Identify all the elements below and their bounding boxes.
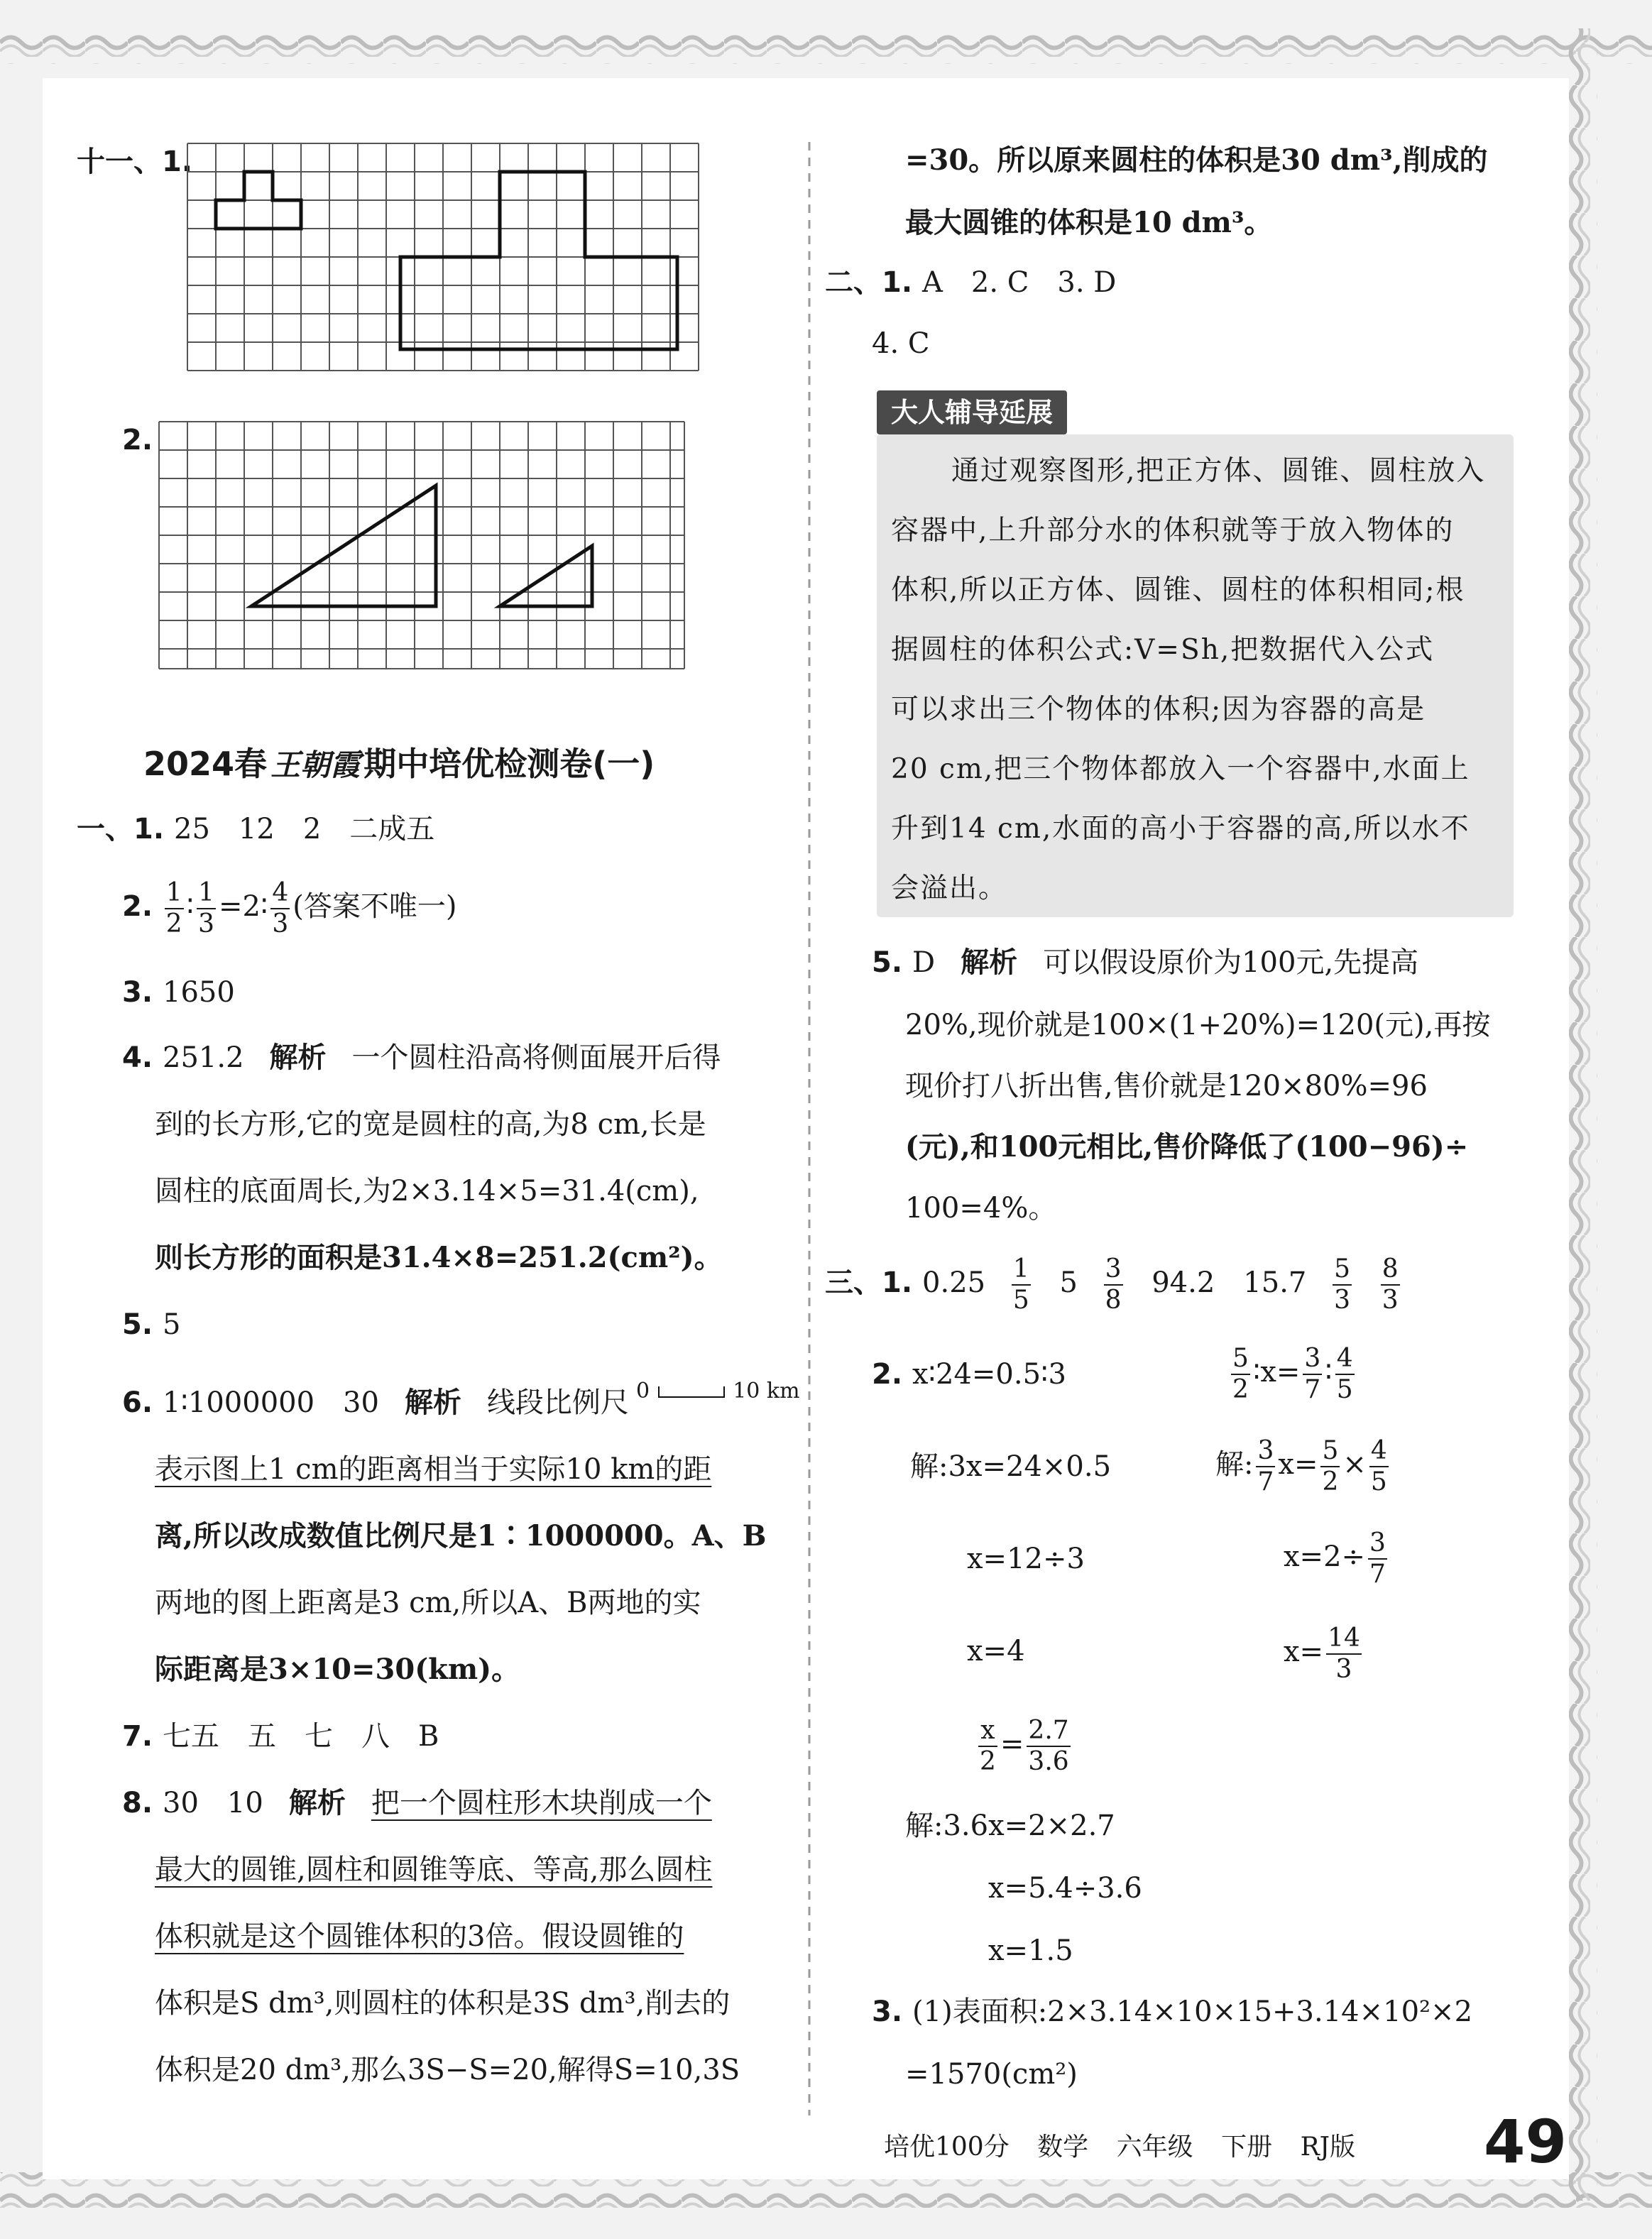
fraction: $\frac{4}{5}$ (1336, 1344, 1353, 1404)
scale-zero: 0 (636, 1379, 650, 1403)
fraction: $\frac{1}{3}$ (198, 878, 214, 938)
fraction: $\frac{1}{5}$ (1012, 1254, 1029, 1315)
q6-line2: 表示图上1 cm的距离相当于实际10 km的距 (155, 1453, 712, 1486)
eq-a-3: x=12÷3 (967, 1543, 1085, 1575)
exam-title-main: 期中培优检测卷(一) (363, 745, 655, 783)
eq-a-4: x=4 (967, 1635, 1025, 1668)
cont-line1: =30。所以原来圆柱的体积是30 dm³,削成的 (905, 143, 1488, 177)
footer-book: 培优100分 (884, 2133, 1010, 2162)
tip-line4: 据圆柱的体积公式:V=Sh,把数据代入公式 (891, 634, 1435, 666)
eq-b-2: 解: $\frac{3}{7}$ x= $\frac{5}{2}$ × $\frac{4}{5}$ (1215, 1436, 1387, 1496)
q4-line3: 圆柱的底面周长,为2×3.14×5=31.4(cm), (155, 1175, 699, 1208)
eq-c-4: x=1.5 (988, 1934, 1073, 1967)
eq-c-1: $\frac{x}{2}$ = $\frac{2.7}{3.6}$ (980, 1716, 1069, 1776)
s1-q8: 8. 30 10 解析 把一个圆柱形木块削成一个 (122, 1787, 712, 1819)
fraction: $\frac{8}{3}$ (1382, 1254, 1399, 1315)
fraction: $\frac{4}{3}$ (272, 878, 289, 938)
q11-2-label: 2. (122, 424, 153, 456)
fraction: $\frac{5}{3}$ (1334, 1254, 1350, 1315)
fraction: $\frac{2.7}{3.6}$ (1028, 1716, 1069, 1776)
s1-q3: 3. 1650 (122, 976, 235, 1009)
fraction: $\frac{3}{7}$ (1369, 1528, 1386, 1589)
q8-line4: 体积是S dm³,则圆柱的体积是3S dm³,削去的 (155, 1987, 731, 2020)
fraction: $\frac{14}{3}$ (1328, 1624, 1360, 1684)
q6-line3: 离,所以改成数值比例尺是1∶1000000。A、B (155, 1519, 767, 1553)
footer-grade: 六年级 (1116, 2133, 1193, 2162)
tip-line8: 会溢出。 (891, 872, 1008, 904)
exam-brand: 王朝霞 (270, 748, 361, 782)
tip-line7: 升到14 cm,水面的高小于容器的高,所以水不 (891, 813, 1470, 845)
exam-title-year: 2024春 (143, 745, 268, 783)
eq-a-1: 2. x∶24=0.5∶3 (872, 1358, 1066, 1391)
fraction: $\frac{3}{7}$ (1304, 1344, 1321, 1404)
q6-line4: 两地的图上距离是3 cm,所以A、B两地的实 (155, 1587, 701, 1619)
s1-q5: 5. 5 (122, 1308, 181, 1341)
footer-edition: RJ版 (1300, 2133, 1356, 2162)
tip-line6: 20 cm,把三个物体都放入一个容器中,水面上 (891, 753, 1470, 785)
tip-line3: 体积,所以正方体、圆锥、圆柱的体积相同;根 (891, 574, 1465, 606)
large-triangle (251, 486, 436, 606)
eq-c-2: 解:3.6x=2×2.7 (905, 1810, 1115, 1842)
fraction: $\frac{x}{2}$ (980, 1716, 996, 1776)
scale-ten: 10 km (733, 1379, 800, 1403)
s1-q6: 6. 1∶1000000 30 解析 线段比例尺 (122, 1386, 629, 1419)
s1-q2: 2. $\frac{1}{2}$ ∶ $\frac{1}{3}$ =2∶ $\frac{4}{3}$ (答案不唯一) (122, 878, 457, 938)
q3-line2: =1570(cm²) (905, 2058, 1078, 2091)
fraction: $\frac{1}{2}$ (165, 878, 182, 938)
grid-figure-1 (186, 142, 704, 383)
s1-q4: 4. 251.2 解析 一个圆柱沿高将侧面展开后得 (122, 1041, 721, 1074)
tip-line5: 可以求出三个物体的体积;因为容器的高是 (891, 694, 1426, 726)
small-triangle (500, 546, 592, 606)
fraction: $\frac{3}{7}$ (1257, 1436, 1274, 1496)
footer-volume: 下册 (1221, 2133, 1273, 2162)
q4-line2: 到的长方形,它的宽是圆柱的高,为8 cm,长是 (155, 1108, 706, 1141)
q5-line3: 现价打八折出售,售价就是120×80%=96 (905, 1070, 1428, 1102)
fraction: $\frac{3}{8}$ (1105, 1254, 1122, 1315)
q5-line4: (元),和100元相比,售价降低了(100−96)÷ (905, 1130, 1469, 1164)
tip-tag: 大人辅导延展 (877, 390, 1067, 434)
eq-b-4: x= $\frac{14}{3}$ (1284, 1624, 1360, 1684)
cont-line2: 最大圆锥的体积是10 dm³。 (905, 206, 1273, 239)
q11-label: 十一、1. (77, 146, 193, 178)
fraction: $\frac{5}{2}$ (1322, 1436, 1339, 1496)
q8-line2: 最大的圆锥,圆柱和圆锥等底、等高,那么圆柱 (155, 1854, 713, 1886)
fraction: $\frac{5}{2}$ (1232, 1344, 1249, 1404)
eq-a-2: 解:3x=24×0.5 (910, 1450, 1112, 1483)
s2-q4: 4. C (872, 327, 930, 360)
q6-line5: 际距离是3×10=30(km)。 (155, 1653, 520, 1686)
tip-line1: 通过观察图形,把正方体、圆锥、圆柱放入 (951, 455, 1486, 487)
s3-q1: 三、1. 0.25 $\frac{1}{5}$ 5 $\frac{3}{8}$ 94.2 15.7 $\frac{5}{3}$ $\frac{8}{3}$ (825, 1254, 1399, 1315)
scale-line (658, 1386, 725, 1398)
q8-line5: 体积是20 dm³,那么3S−S=20,解得S=10,3S (155, 2054, 740, 2086)
q5-line2: 20%,现价就是100×(1+20%)=120(元),再按 (905, 1009, 1491, 1041)
footer-subject: 数学 (1037, 2133, 1089, 2162)
page-number: 49 (1484, 2107, 1567, 2177)
grid-figure-2 (158, 420, 690, 673)
exam-title (143, 738, 655, 785)
eq-c-3: x=5.4÷3.6 (988, 1872, 1142, 1905)
s1-q7: 7. 七五 五 七 八 B (122, 1720, 439, 1753)
tip-line2: 容器中,上升部分水的体积就等于放入物体的 (891, 515, 1455, 547)
s2-q1-3: 二、1. A 2. C 3. D (825, 266, 1117, 299)
eq-b-3: x=2÷ $\frac{3}{7}$ (1284, 1528, 1386, 1589)
q4-line4: 则长方形的面积是31.4×8=251.2(cm²)。 (155, 1241, 723, 1274)
scale-bar (636, 1379, 800, 1403)
s1-q1: 一、1. 25 12 2 二成五 (77, 813, 435, 845)
fraction: $\frac{4}{5}$ (1370, 1436, 1387, 1496)
q8-line3: 体积就是这个圆锥体积的3倍。假设圆锥的 (155, 1920, 684, 1953)
eq-b-1: $\frac{5}{2}$ ∶x= $\frac{3}{7}$ ∶ $\frac{4}{5}$ (1232, 1344, 1353, 1404)
s2-q5: 5. D 解析 可以假设原价为100元,先提高 (872, 946, 1419, 979)
s3-q3: 3. (1)表面积:2×3.14×10×15+3.14×10²×2 (872, 1996, 1473, 2028)
footer-info (884, 2127, 1355, 2163)
enlarged-shape (400, 172, 677, 349)
q5-line5: 100=4%。 (905, 1192, 1057, 1225)
